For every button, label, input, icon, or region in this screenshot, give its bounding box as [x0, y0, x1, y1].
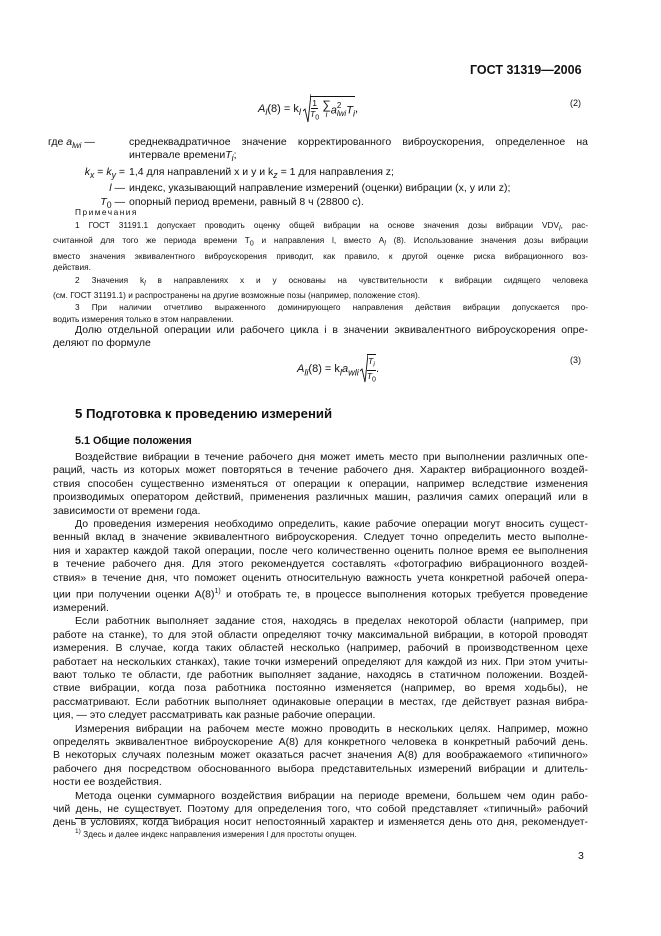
definitions-list [48, 136, 588, 212]
footnote: $^{1)}$ Здесь и далее индекс направления измерения l для простоты опущен. [75, 828, 357, 839]
note-3-line-1: 3 При наличии отчетливо выраженного доминирующего направления действия вибрации допускается про- [75, 302, 588, 313]
definition-kx-ky: $k_x = k_y$ = 1,4 для направлений x и y и $k_z = 1$ для направления z; [84, 165, 394, 180]
formula-2: $A_l(8) = k_l$ $\frac{1}{T_0}$ ∑ i a 2 lwi $T_i$, [258, 94, 358, 124]
definition-a-lwi: где $a_{lwi}$ — среднеквадратичное значение корректированного виброускорения, определенное на интервале времениT$_i$; [48, 136, 588, 164]
note-1-line-1: 1 ГОСТ 31191.1 допускает проводить оценку общей вибрации на основе значения дозы вибрации $VDV_l$, рас- [75, 220, 588, 233]
note-1-line-4: действия. [53, 262, 91, 273]
equation-number-2: (2) [570, 98, 581, 108]
definition-l: l — индекс, указывающий направление измерений (оценки) вибрации (x, y или z); [109, 182, 511, 195]
note-1-line-3: вместо значения эквивалентного виброускорения приводит, как правило, к другой оценке риска вибрационного воз- [53, 250, 588, 261]
note-2-line-1: 2 Значения $k_l$ в направлениях x и y основаны на чувствительности к вибрации сидящего человека [75, 275, 588, 288]
formula-2-fraction: $\frac{1}{T_0}$ [309, 97, 320, 122]
paragraph-1: Воздействие вибрации в течение рабочего дня может иметь место при выполнении различных опе- раций, часть из которых может повторяться в течение рабочего дня. Характер вибрационного воздей- ствия способен существенно изменяться от операции к операции, например вследствие изменения производимых оператором действий, применения различных машин, различия самих операций или в зависимости от времени года. [53, 451, 588, 517]
formula-3: $A_{li}(8) = k_la_{wli}$ $\frac{T_i}{T_0}$ . [297, 356, 380, 384]
footnote-separator [75, 818, 175, 819]
footnote-ref: 1) [214, 588, 221, 596]
section-5-heading: 5 Подготовка к проведению измерений [75, 406, 333, 421]
formula-3-fraction: $\frac{T_i}{T_0}$ [366, 356, 376, 384]
share-paragraph: Долю отдельной операции или рабочего цикла i в значении эквивалентного виброускорения опре- деляют по формуле [53, 324, 588, 350]
paragraph-4: Измерения вибрации на рабочем месте можно проводить в нескольких целях. Например, можно определять эквивалентное виброускорение A(8) для конкретного человека в конкретный рабочий день. В некоторых случаях полезным может оказаться расчет значения A(8) для воображаемого «типичного» рабочего дня посредством обоснованного выбора представительных измерений вибрации и длитель- ности ее воздействия. [53, 722, 588, 789]
standard-header: ГОСТ 31319—2006 [470, 63, 582, 77]
note-3-line-2: водить измерения только в этом направлении. [53, 313, 234, 324]
paragraph-2: До проведения измерения необходимо определить, какие рабочие операции могут вносить сущест- венный вклад в значение эквивалентного виброускорения. Следует точно определить место выполне- ния и характер каждой такой операции, после чего количественно оценить полное время ее выполнения в течение рабочего дня. Для этого рекомендуется составлять «фотографию вибрационного воздей- ствия» в течение дня, что поможет оценить относительную важность учета конкретной рабочей опера- ции при получении оценки $A(8)^{1)}$ и отобрать те, в процессе выполнения которых требуется проведение измерений. [53, 518, 588, 614]
definition-T0: $T_0$ — опорный период времени, равный 8 ч (28800 с). [100, 195, 364, 210]
section-5-1-heading: 5.1 Общие положения [75, 435, 192, 447]
notes-title: Примечания [75, 207, 138, 217]
notes-block [53, 220, 588, 326]
note-1-line-2: считанной для того же периода времени $T_0$ и направления l, вместо $A_l$ (8). Использование значения дозы вибрации [53, 235, 588, 249]
paragraph-3: Если работник выполняет задание стоя, находясь в пределах некоторой области (например, при работе на станке), то для этой области определяют точку максимальной вибрации, в которой проводят измерения. В случае, когда таких областей несколько (например, рабочий в производственном цехе работает на нескольких станках), такие точки измерений определяют для каждой из них. При этом учиты- вают только те области, где работник выполняет задание, находясь в статичном положении. Воздей- ствие вибрации, когда поза работника постоянно изменяется (например, во время ходьбы), не рассматривают. Если работник выполняет одинаковые операции в местах, где действует разная вибра- ция, — это следует рассматривать как разные рабочие операции. [53, 615, 588, 722]
note-2-line-2: (см. ГОСТ 31191.1) и распространены на другие возможные позы (например, положение стоя). [53, 290, 421, 301]
page-number: 3 [578, 850, 584, 862]
equation-number-3: (3) [570, 355, 581, 365]
body-text [53, 451, 588, 830]
sum-sign: ∑ [322, 98, 331, 112]
paragraph-5: Метода оценки суммарного воздействия вибрации на периоде времени, большем чем один рабо- чий день, не существует. Поэтому для определения того, что собой представляет «типичный» рабочий день в условиях, когда вибрация носит непостоянный характер и изменяется день ото дня, рекомендует- [53, 789, 588, 829]
